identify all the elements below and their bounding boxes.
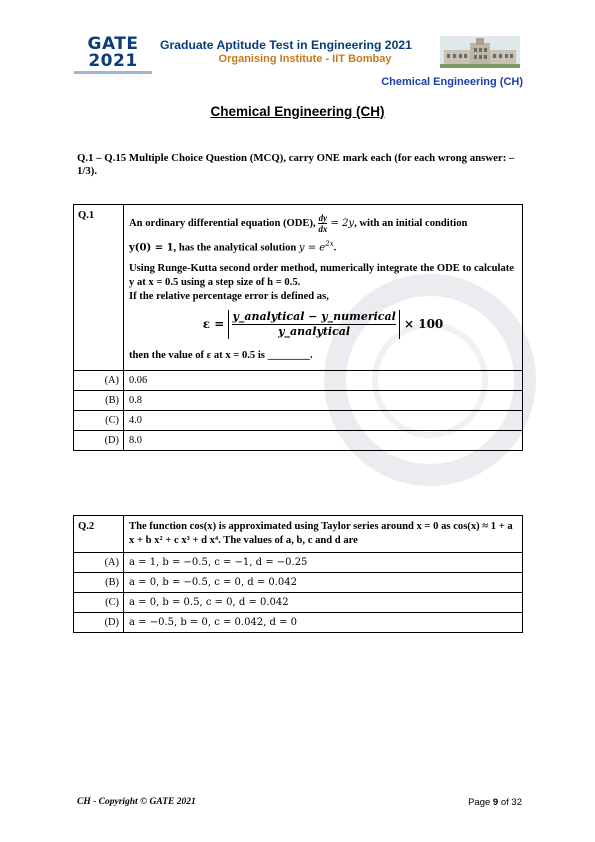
- option-value: a = 0, b = 0.5, c = 0, d = 0.042: [124, 593, 523, 613]
- q1-text-d: If the relative percentage error is defined as,: [129, 290, 329, 302]
- building-icon: [440, 36, 520, 68]
- option-row: [74, 410, 523, 430]
- option-label: (B): [74, 390, 124, 410]
- page-title: Chemical Engineering (CH): [210, 104, 385, 119]
- q1-text-e: then the value of ε at x = 0.5 is ________.: [129, 349, 313, 361]
- question-row: [74, 205, 523, 371]
- q1-text-a1: An ordinary differential equation (ODE),: [129, 217, 319, 229]
- dydx-fraction: [318, 213, 327, 234]
- formula-denominator: y_analytical: [278, 324, 351, 338]
- option-value: a = 0, b = −0.5, c = 0, d = 0.042: [124, 573, 523, 593]
- option-row: [74, 613, 523, 633]
- option-label: (C): [74, 593, 124, 613]
- option-label: (C): [74, 410, 124, 430]
- question-2-table: [73, 515, 523, 633]
- option-value: 0.06: [124, 370, 523, 390]
- option-label: (A): [74, 553, 124, 573]
- option-row: [74, 593, 523, 613]
- option-label: (D): [74, 430, 124, 450]
- option-label: (A): [74, 370, 124, 390]
- option-value: 0.8: [124, 390, 523, 410]
- question-body: The function cos(x) is approximated using Taylor series around x = 0 as cos(x) ≈ 1 + a x + b x² + c x³ + d x⁴. The values of a, b, c and d are: [124, 516, 523, 553]
- formula-fraction: [228, 310, 399, 339]
- formula-numerator: y_analytical − y_numerical: [232, 309, 396, 323]
- q1-text-b4: 2x: [325, 240, 334, 248]
- footer-page-number: [380, 797, 522, 808]
- dx: dx: [318, 224, 328, 234]
- q1-text-a3: , with an initial condition: [354, 217, 468, 229]
- page-prefix: Page: [468, 797, 493, 808]
- footer-copyright: CH - Copyright © GATE 2021: [77, 797, 196, 807]
- formula-lhs: ε =: [202, 316, 225, 331]
- dy: dy: [318, 213, 328, 223]
- option-row: [74, 430, 523, 450]
- q1-text-b3: y = e: [298, 242, 326, 254]
- option-row: [74, 370, 523, 390]
- page-suffix: of 32: [498, 797, 522, 808]
- exam-title: Graduate Aptitude Test in Engineering 2021: [160, 38, 412, 52]
- question-body: An ordinary differential equation (ODE), $\frac{dy}{dx}$ = 2y, with an initial condition y(0) = 1, has the analytical solution $y = e^{2x}$. Using Runge-Kutta second order method, numerically integrate the ODE to calculate y at x = 0.5 using a step size of h = 0.5. If the relative percentage error is defined as, ε = $\frac{\text{y\_analytical − y\_numerical}}{\text{y\_analytical}}$ × 100 then the value of ε at x = 0.5 is ________.: [124, 205, 523, 371]
- option-value: 4.0: [124, 410, 523, 430]
- option-row: [74, 553, 523, 573]
- option-value: 8.0: [124, 430, 523, 450]
- section-instructions: Q.1 – Q.15 Multiple Choice Question (MCQ), carry ONE mark each (for each wrong answer: – 1/3).: [77, 152, 515, 177]
- option-value: a = 1, b = −0.5, c = −1, d = −0.25: [124, 553, 523, 573]
- option-row: [74, 573, 523, 593]
- q1-text-c: Using Runge-Kutta second order method, numerically integrate the ODE to calculate y at x = 0.5 using a step size of h = 0.5.: [129, 262, 514, 288]
- formula-rhs: × 100: [403, 316, 444, 331]
- option-value: a = −0.5, b = 0, c = 0.042, d = 0: [124, 613, 523, 633]
- logo-strip: [74, 71, 152, 74]
- question-number: Q.1: [74, 205, 124, 371]
- logo-line1: GATE: [87, 34, 139, 54]
- page-current: 9: [492, 797, 499, 808]
- option-label: (D): [74, 613, 124, 633]
- error-formula: [129, 310, 517, 339]
- q1-text-b2: , has the analytical solution: [173, 242, 299, 254]
- logo-line2: 2021: [88, 51, 138, 71]
- organiser: Organising Institute - IIT Bombay: [218, 53, 392, 65]
- gate-logo: [74, 36, 152, 72]
- question-row: [74, 516, 523, 553]
- paper-name: Chemical Engineering (CH): [381, 76, 523, 88]
- option-label: (B): [74, 573, 124, 593]
- question-1-table: [73, 204, 523, 451]
- q1-text-a2: = 2y: [327, 217, 355, 229]
- q1-text-b1: y(0) = 1: [129, 242, 174, 254]
- question-number: Q.2: [74, 516, 124, 553]
- option-row: [74, 390, 523, 410]
